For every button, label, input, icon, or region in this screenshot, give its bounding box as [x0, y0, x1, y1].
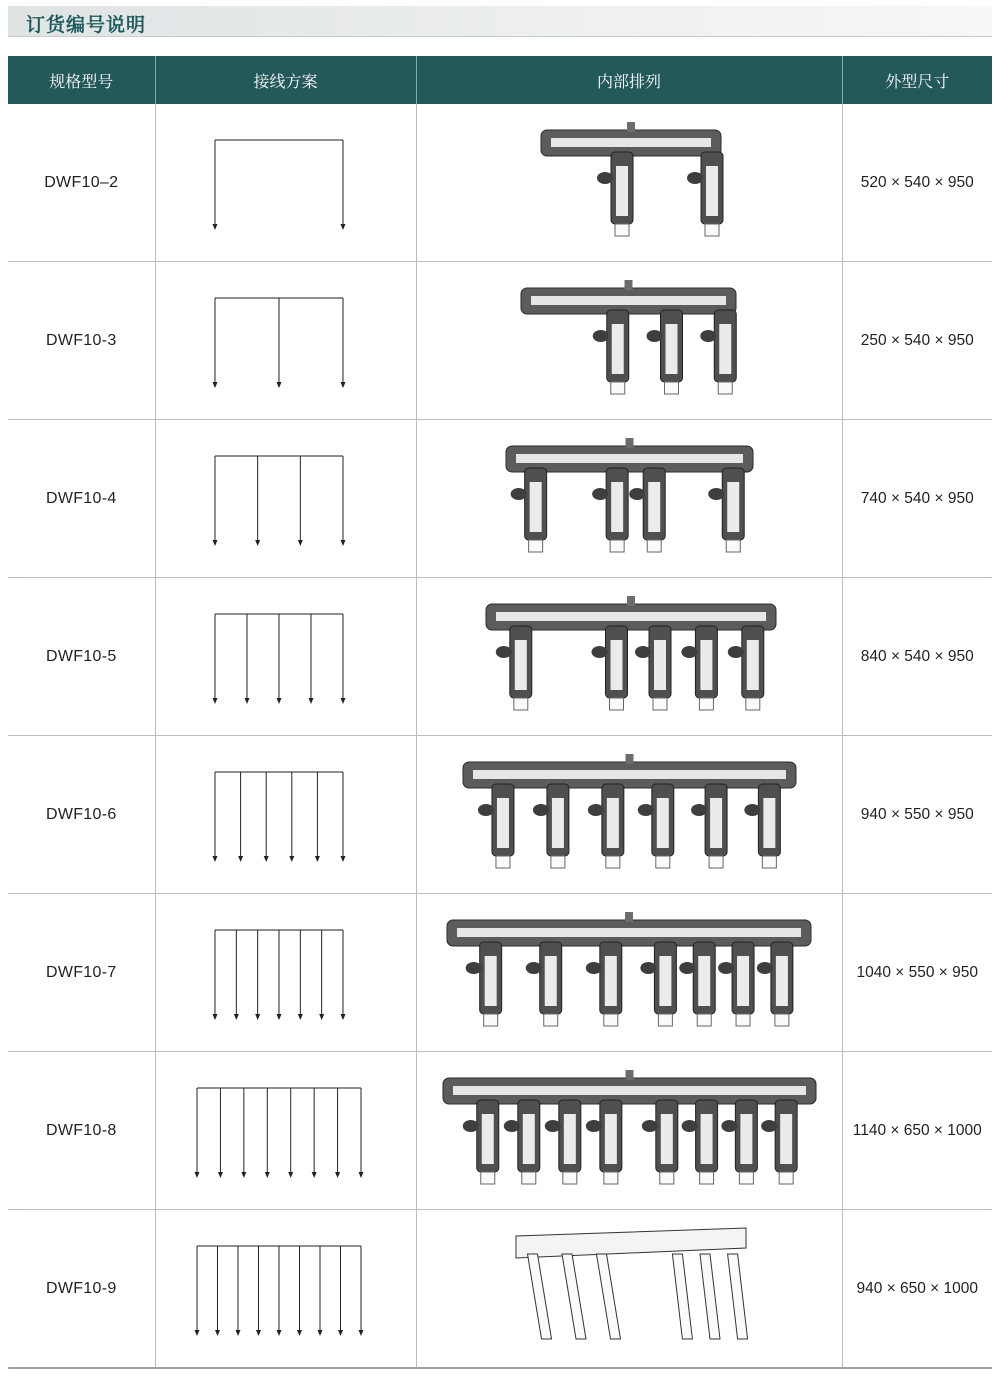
wiring-cell [155, 420, 416, 578]
switch-window [522, 1114, 534, 1164]
switch-window [481, 1114, 493, 1164]
wiring-arrow-icon [317, 1330, 322, 1336]
wiring-arrow-icon [319, 1014, 324, 1020]
switch-window [484, 956, 496, 1006]
mounting-lug [727, 646, 743, 658]
layout-cell [416, 1052, 842, 1210]
model-cell: DWF10-4 [8, 420, 155, 578]
cable-terminal [700, 1254, 720, 1339]
cable-branch-box-drawing [417, 266, 843, 416]
cable-terminal [543, 1014, 557, 1026]
switch-window [648, 482, 660, 532]
mounting-lug [462, 1120, 478, 1132]
cable-terminal [659, 1172, 673, 1184]
cable-branch-box-drawing [417, 108, 843, 258]
mounting-lug [587, 804, 603, 816]
top-bushing [627, 122, 635, 132]
header-wiring: 接线方案 [155, 56, 416, 104]
wiring-arrow-icon [256, 1330, 261, 1336]
table-header-row [8, 56, 992, 104]
switch-window [611, 324, 623, 374]
cable-branch-box-drawing [417, 1214, 843, 1364]
wiring-arrow-icon [215, 1330, 220, 1336]
wiring-diagram [156, 582, 417, 732]
switch-window [496, 798, 508, 848]
wiring-arrow-icon [340, 698, 345, 704]
wiring-arrow-icon [194, 1172, 199, 1178]
layout-cell [416, 1210, 842, 1369]
mounting-lug [718, 962, 734, 974]
cable-branch-box-drawing [417, 424, 843, 574]
wiring-arrow-icon [340, 1014, 345, 1020]
switch-window [529, 482, 541, 532]
header-model: 规格型号 [8, 56, 155, 104]
switch-window [740, 1114, 752, 1164]
switch-window [727, 482, 739, 532]
mounting-lug [597, 172, 613, 184]
cable-terminal [562, 1254, 586, 1339]
busbar-conductor [516, 454, 743, 463]
cable-terminal [697, 1014, 711, 1026]
mounting-lug [495, 646, 511, 658]
cable-terminal [726, 540, 740, 552]
model-cell: DWF10-8 [8, 1052, 155, 1210]
top-bushing [624, 280, 632, 290]
cable-terminal [672, 1254, 692, 1339]
mounting-lug [681, 646, 697, 658]
mounting-lug [646, 330, 662, 342]
wiring-arrow-icon [212, 698, 217, 704]
top-bushing [625, 912, 633, 922]
header-dimensions: 外型尺寸 [842, 56, 992, 104]
mounting-lug [532, 804, 548, 816]
table-row [8, 578, 992, 736]
wiring-arrow-icon [314, 856, 319, 862]
mounting-lug [510, 488, 526, 500]
cable-terminal [655, 856, 669, 868]
switch-window [700, 640, 712, 690]
section-title-bar [8, 6, 992, 37]
mounting-lug [465, 962, 481, 974]
mounting-lug [635, 646, 651, 658]
switch-window [780, 1114, 792, 1164]
switch-window [544, 956, 556, 1006]
switch-window [563, 1114, 575, 1164]
mounting-lug [691, 804, 707, 816]
cable-branch-box-drawing [417, 582, 843, 732]
cable-terminal [736, 1014, 750, 1026]
cable-terminal [739, 1172, 753, 1184]
top-bushing [627, 596, 635, 606]
switch-window [698, 956, 710, 1006]
order-number-table [8, 56, 992, 1369]
switch-window [611, 482, 623, 532]
switch-window [604, 1114, 616, 1164]
wiring-arrow-icon [276, 382, 281, 388]
wiring-arrow-icon [217, 1172, 222, 1178]
layout-cell [416, 262, 842, 420]
wiring-arrow-icon [276, 1330, 281, 1336]
dimensions-cell: 840 × 540 × 950 [842, 578, 992, 736]
wiring-diagram [156, 740, 417, 890]
cable-terminal [513, 698, 527, 710]
mounting-lug [756, 962, 772, 974]
switch-window [514, 640, 526, 690]
switch-window [710, 798, 722, 848]
wiring-arrow-icon [297, 540, 302, 546]
switch-window [659, 956, 671, 1006]
wiring-arrow-icon [263, 856, 268, 862]
wiring-arrow-icon [238, 856, 243, 862]
wiring-arrow-icon [340, 540, 345, 546]
cable-terminal [745, 698, 759, 710]
busbar-housing [516, 1228, 746, 1258]
wiring-arrow-icon [311, 1172, 316, 1178]
model-cell: DWF10-3 [8, 262, 155, 420]
switch-assembly [541, 122, 723, 236]
wiring-arrow-icon [235, 1330, 240, 1336]
mounting-lug [687, 172, 703, 184]
switch-window [604, 956, 616, 1006]
dimensions-cell: 1140 × 650 × 1000 [842, 1052, 992, 1210]
wiring-arrow-icon [340, 382, 345, 388]
mounting-lug [640, 962, 656, 974]
cable-terminal [647, 540, 661, 552]
wiring-cell [155, 894, 416, 1052]
table-row [8, 104, 992, 262]
cable-terminal [483, 1014, 497, 1026]
switch-window [656, 798, 668, 848]
mounting-lug [679, 962, 695, 974]
cable-terminal [699, 1172, 713, 1184]
table-row [8, 736, 992, 894]
header-layout: 内部排列 [416, 56, 842, 104]
switch-window [737, 956, 749, 1006]
cable-terminal [615, 224, 629, 236]
model-cell: DWF10-5 [8, 578, 155, 736]
dimensions-cell: 940 × 650 × 1000 [842, 1210, 992, 1369]
top-bushing [625, 438, 633, 448]
layout-cell [416, 736, 842, 894]
wiring-arrow-icon [241, 1172, 246, 1178]
switch-assembly [463, 754, 796, 868]
table-row [8, 420, 992, 578]
layout-cell [416, 420, 842, 578]
cable-terminal [610, 382, 624, 394]
wiring-diagram [156, 266, 417, 416]
mounting-lug [503, 1120, 519, 1132]
cable-branch-box-drawing [417, 1056, 843, 1206]
model-cell: DWF10-9 [8, 1210, 155, 1369]
switch-window [610, 640, 622, 690]
cable-terminal [653, 698, 667, 710]
wiring-arrow-icon [340, 224, 345, 230]
mounting-lug [544, 1120, 560, 1132]
switch-window [719, 324, 731, 374]
cable-terminal [762, 856, 776, 868]
dimensions-cell: 250 × 540 × 950 [842, 262, 992, 420]
busbar-conductor [496, 612, 766, 621]
mounting-lug [591, 646, 607, 658]
wiring-arrow-icon [244, 698, 249, 704]
table-row [8, 894, 992, 1052]
switch-window [763, 798, 775, 848]
wiring-arrow-icon [212, 382, 217, 388]
wiring-arrow-icon [212, 856, 217, 862]
wiring-cell [155, 104, 416, 262]
wiring-cell [155, 578, 416, 736]
model-cell: DWF10-7 [8, 894, 155, 1052]
switch-assembly [506, 438, 753, 552]
busbar-conductor [453, 1086, 806, 1095]
mounting-lug [592, 330, 608, 342]
mounting-lug [477, 804, 493, 816]
switch-window [665, 324, 677, 374]
dimensions-cell: 520 × 540 × 950 [842, 104, 992, 262]
table-row [8, 1052, 992, 1210]
switch-window [706, 166, 718, 216]
busbar-conductor [473, 770, 786, 779]
mounting-lug [721, 1120, 737, 1132]
cable-branch-box-drawing [417, 740, 843, 890]
busbar-conductor [457, 928, 801, 937]
cable-terminal [562, 1172, 576, 1184]
wiring-arrow-icon [297, 1330, 302, 1336]
mounting-lug [525, 962, 541, 974]
mounting-lug [681, 1120, 697, 1132]
mounting-lug [744, 804, 760, 816]
wiring-diagram [156, 1056, 417, 1206]
mounting-lug [641, 1120, 657, 1132]
wiring-arrow-icon [276, 1014, 281, 1020]
switch-window [775, 956, 787, 1006]
mounting-lug [700, 330, 716, 342]
wiring-arrow-icon [212, 1014, 217, 1020]
cable-terminal [718, 382, 732, 394]
wiring-diagram [156, 424, 417, 574]
cable-terminal [709, 856, 723, 868]
cable-terminal [527, 1254, 551, 1339]
switch-assembly [486, 596, 776, 710]
layout-cell [416, 894, 842, 1052]
switch-assembly [521, 280, 736, 394]
dimensions-cell: 1040 × 550 × 950 [842, 894, 992, 1052]
switch-assembly [447, 912, 811, 1026]
mounting-lug [637, 804, 653, 816]
cable-terminal [521, 1172, 535, 1184]
wiring-diagram [156, 898, 417, 1048]
model-cell: DWF10–2 [8, 104, 155, 262]
wiring-arrow-icon [338, 1330, 343, 1336]
wiring-diagram [156, 1214, 417, 1364]
cable-terminal [495, 856, 509, 868]
cable-terminal [658, 1014, 672, 1026]
cable-terminal [774, 1014, 788, 1026]
wiring-arrow-icon [358, 1330, 363, 1336]
wiring-arrow-icon [194, 1330, 199, 1336]
cable-terminal [705, 224, 719, 236]
model-cell: DWF10-6 [8, 736, 155, 894]
cable-terminal [779, 1172, 793, 1184]
cable-terminal [603, 1172, 617, 1184]
layout-cell [416, 104, 842, 262]
busbar-conductor [551, 138, 711, 147]
switch-window [746, 640, 758, 690]
cable-terminal [550, 856, 564, 868]
table-row [8, 262, 992, 420]
wiring-arrow-icon [297, 1014, 302, 1020]
wiring-arrow-icon [340, 856, 345, 862]
wiring-arrow-icon [289, 856, 294, 862]
mounting-lug [629, 488, 645, 500]
wiring-arrow-icon [212, 540, 217, 546]
switch-assembly [516, 1228, 748, 1339]
wiring-cell [155, 1052, 416, 1210]
table-row [8, 1210, 992, 1369]
wiring-arrow-icon [264, 1172, 269, 1178]
wiring-diagram [156, 108, 417, 258]
cable-terminal [664, 382, 678, 394]
wiring-cell [155, 1210, 416, 1369]
wiring-arrow-icon [276, 698, 281, 704]
switch-window [551, 798, 563, 848]
cable-terminal [596, 1254, 620, 1339]
wiring-arrow-icon [255, 540, 260, 546]
mounting-lug [585, 1120, 601, 1132]
busbar-conductor [531, 296, 726, 305]
wiring-arrow-icon [308, 698, 313, 704]
top-bushing [625, 754, 633, 764]
switch-window [700, 1114, 712, 1164]
switch-window [606, 798, 618, 848]
switch-window [660, 1114, 672, 1164]
dimensions-cell: 940 × 550 × 950 [842, 736, 992, 894]
mounting-lug [592, 488, 608, 500]
cable-terminal [603, 1014, 617, 1026]
mounting-lug [761, 1120, 777, 1132]
section-title: 订货编号说明 [26, 14, 147, 36]
wiring-arrow-icon [335, 1172, 340, 1178]
wiring-cell [155, 736, 416, 894]
switch-window [616, 166, 628, 216]
mounting-lug [708, 488, 724, 500]
switch-assembly [443, 1070, 816, 1184]
cable-terminal [609, 698, 623, 710]
cable-terminal [699, 698, 713, 710]
mounting-lug [585, 962, 601, 974]
switch-window [654, 640, 666, 690]
wiring-arrow-icon [255, 1014, 260, 1020]
cable-terminal [605, 856, 619, 868]
layout-cell [416, 578, 842, 736]
top-bushing [625, 1070, 633, 1080]
cable-terminal [480, 1172, 494, 1184]
cable-terminal [727, 1254, 747, 1339]
cable-terminal [610, 540, 624, 552]
wiring-cell [155, 262, 416, 420]
wiring-arrow-icon [288, 1172, 293, 1178]
wiring-arrow-icon [233, 1014, 238, 1020]
wiring-arrow-icon [358, 1172, 363, 1178]
wiring-arrow-icon [212, 224, 217, 230]
dimensions-cell: 740 × 540 × 950 [842, 420, 992, 578]
cable-terminal [528, 540, 542, 552]
cable-branch-box-drawing [417, 898, 843, 1048]
